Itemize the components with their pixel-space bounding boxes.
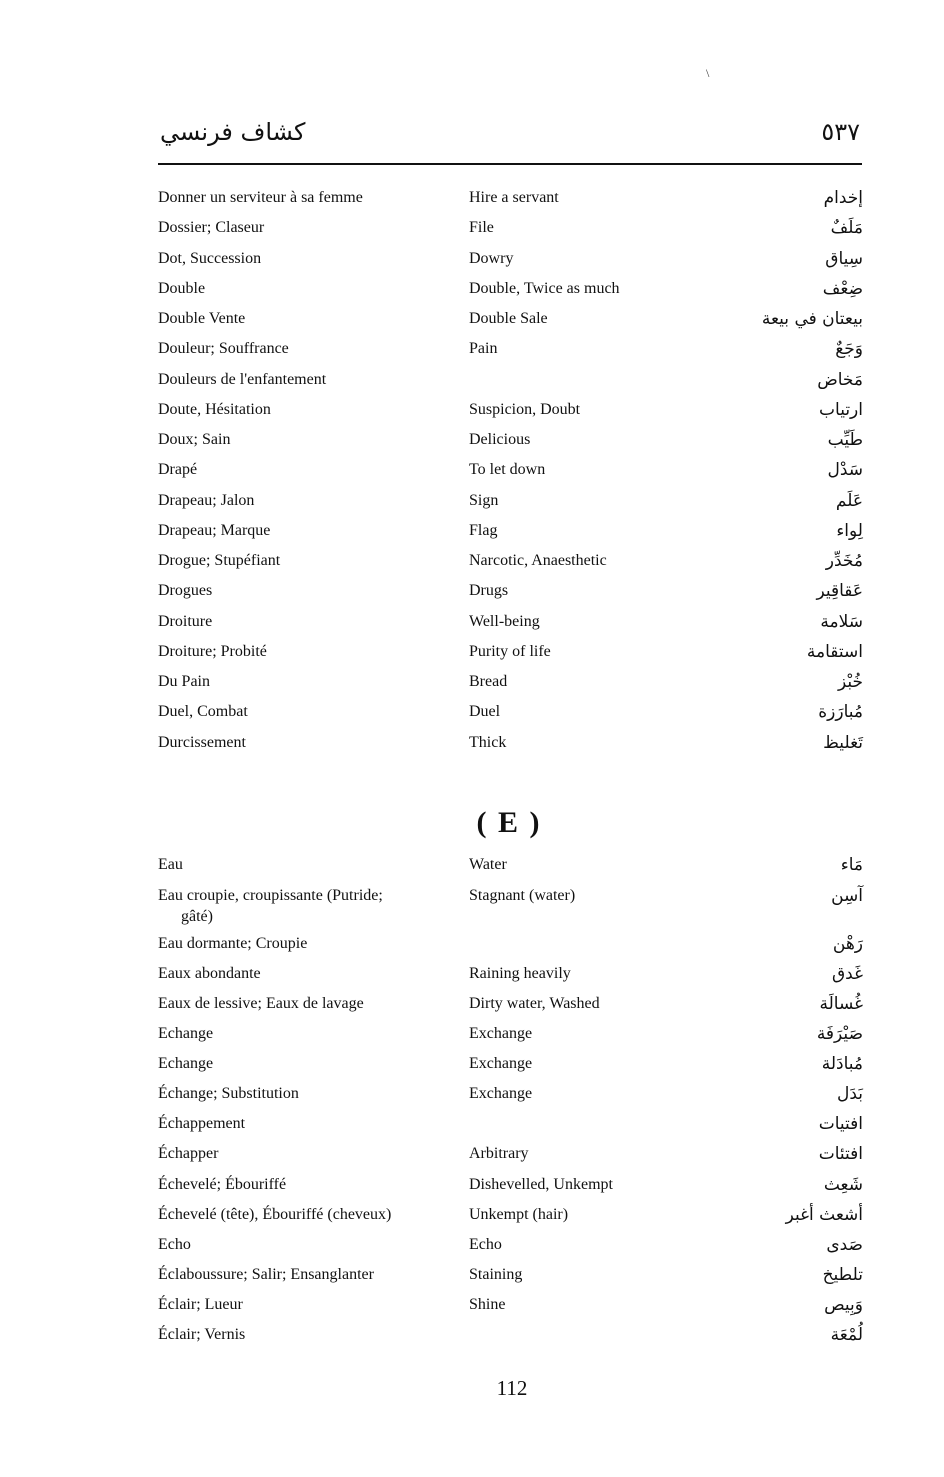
french-term-text: Doux; Sain [158,431,231,448]
arabic-term: ضِعْف [822,279,863,299]
arabic-term: وَبِيص [824,1295,863,1315]
french-term [158,1083,440,1104]
arabic-term: بيعتان في بيعة [761,309,863,329]
french-term-text: Eau dormante; Croupie [158,935,308,952]
english-term: Double Sale [469,310,548,327]
french-term [158,248,440,269]
english-term: Flag [469,522,498,539]
arabic-term: خُبْز [837,672,863,692]
arabic-term: إخدام [823,188,863,208]
french-term [158,671,440,692]
french-term-text: Éclair; Lueur [158,1296,243,1313]
english-term: Water [469,856,507,873]
french-term [158,459,440,480]
english-term: Stagnant (water) [469,887,576,904]
french-term [158,399,440,420]
arabic-term: لِواء [836,521,863,541]
french-term-text: Échappement [158,1115,246,1132]
arabic-term: افتئات [818,1144,863,1164]
english-term: Arbitrary [469,1145,529,1162]
french-term [158,1113,440,1134]
french-term-text: Échapper [158,1145,219,1162]
french-term-text: Du Pain [158,673,210,690]
french-term [158,1174,440,1195]
french-term [158,520,440,541]
french-term [158,963,440,984]
french-term [158,308,440,329]
english-term: Unkempt (hair) [469,1206,569,1223]
french-term-text: Duel, Combat [158,703,248,720]
arabic-term: عَلَم [835,491,863,511]
french-term-text: Drogue; Stupéfiant [158,552,281,569]
english-term: Dishevelled, Unkempt [469,1176,613,1193]
arabic-term: لُمْعَة [830,1325,863,1345]
french-term [158,701,440,722]
english-term: Duel [469,703,501,720]
english-term: Suspicion, Doubt [469,401,581,418]
arabic-term: مُبارَزة [818,702,863,722]
arabic-term: أشعث أغبر [785,1205,863,1225]
arabic-term: مُبادَلة [821,1054,863,1074]
french-term-text: Droiture [158,613,213,630]
french-term [158,1053,440,1074]
english-term: Shine [469,1296,506,1313]
french-term [158,732,440,753]
french-term-text: Échevelé; Ébouriffé [158,1176,287,1193]
page-number-arabic: ٥٣٧ [821,118,860,146]
arabic-term: بَدَل [836,1084,863,1104]
french-term-text: Double Vente [158,310,246,327]
french-term [158,993,440,1014]
french-term-text: Douleur; Souffrance [158,340,289,357]
french-term-text: Douleurs de l'enfantement [158,371,327,388]
french-term-text: Drapeau; Jalon [158,492,255,509]
arabic-term: مُخَدِّر [825,551,863,571]
english-term: Sign [469,492,499,509]
english-term: Double, Twice as much [469,280,620,297]
arabic-term: مَاء [840,855,863,875]
french-term [158,854,440,875]
french-term [158,885,440,927]
french-term [158,217,440,238]
arabic-term: آسِن [831,886,863,906]
section-heading-e: ( E ) [476,806,542,839]
arabic-term: عَقاقِير [816,581,863,601]
french-term [158,1264,440,1285]
english-term: Well-being [469,613,540,630]
french-term [158,1294,440,1315]
english-term: Exchange [469,1025,533,1042]
english-term: Dirty water, Washed [469,995,600,1012]
french-term [158,338,440,359]
english-term: Drugs [469,582,509,599]
french-term [158,1324,440,1345]
french-term-text: Eau [158,856,183,873]
arabic-term: غَدق [831,964,863,984]
english-term: Purity of life [469,643,551,660]
arabic-term: ارتياب [819,400,863,420]
french-term [158,933,440,954]
arabic-term: تَغليظ [823,733,863,753]
french-term-text: Dossier; Claseur [158,219,265,236]
running-header-title: كشاف فرنسي [160,118,306,146]
french-term [158,490,440,511]
french-term-text: Éclair; Vernis [158,1326,246,1343]
english-term: Exchange [469,1085,533,1102]
french-term [158,429,440,450]
french-term-text: Echo [158,1236,191,1253]
english-term: Pain [469,340,498,357]
french-term-text: Droiture; Probité [158,643,267,660]
french-term-text: Échange; Substitution [158,1085,299,1102]
arabic-term: مَخاض [817,370,863,390]
arabic-term: شَعِث [823,1175,863,1195]
french-term-text: Drapé [158,461,198,478]
french-term-text: Eau croupie, croupissante (Putride; [158,887,383,904]
french-term-text: Echange [158,1055,214,1072]
arabic-term: مَلَفٌ [830,218,863,238]
french-term [158,641,440,662]
french-term [158,1204,440,1225]
french-term [158,187,440,208]
french-term [158,278,440,299]
french-term-text: Echange [158,1025,214,1042]
french-term-text: Drapeau; Marque [158,522,271,539]
english-term: File [469,219,494,236]
english-term: Delicious [469,431,531,448]
french-term-text: Eaux abondante [158,965,261,982]
arabic-term: سَلامة [820,612,863,632]
french-term-text: Doute, Hésitation [158,401,271,418]
arabic-term: صَدى [826,1235,863,1255]
arabic-term: غُسالَة [819,994,863,1014]
french-term-text: Dot, Succession [158,250,262,267]
french-term-text: Durcissement [158,734,246,751]
english-term: Bread [469,673,508,690]
header-rule [158,163,862,165]
french-term-text: Donner un serviteur à sa femme [158,189,363,206]
stray-mark: \ [706,66,710,80]
page-number: 112 [496,1376,528,1400]
arabic-term: سِياق [825,249,863,269]
french-term [158,550,440,571]
english-term: Exchange [469,1055,533,1072]
french-term-continuation: gâté) [181,908,213,925]
french-term-text: Échevelé (tête), Ébouriffé (cheveux) [158,1206,392,1223]
arabic-term: وَجَعٌ [835,339,863,359]
arabic-term: تلطيخ [822,1265,863,1285]
english-term: Staining [469,1266,523,1283]
arabic-term: رَهْن [832,934,863,954]
english-term: Narcotic, Anaesthetic [469,552,607,569]
french-term-text: Éclaboussure; Salir; Ensanglanter [158,1266,374,1283]
french-term [158,1234,440,1255]
french-term [158,580,440,601]
arabic-term: طَيِّب [827,430,863,450]
french-term [158,1023,440,1044]
english-term: Thick [469,734,507,751]
french-term [158,1143,440,1164]
french-term [158,611,440,632]
english-term: Echo [469,1236,502,1253]
english-term: To let down [469,461,546,478]
arabic-term: صَيْرَفَة [816,1024,863,1044]
english-term: Hire a servant [469,189,559,206]
english-term: Raining heavily [469,965,571,982]
french-term-text: Drogues [158,582,213,599]
arabic-term: سَدْل [827,460,863,480]
french-term-text: Double [158,280,206,297]
arabic-term: استقامة [806,642,863,662]
english-term: Dowry [469,250,514,267]
arabic-term: افتيات [818,1114,863,1134]
french-term [158,369,440,390]
french-term-text: Eaux de lessive; Eaux de lavage [158,995,364,1012]
